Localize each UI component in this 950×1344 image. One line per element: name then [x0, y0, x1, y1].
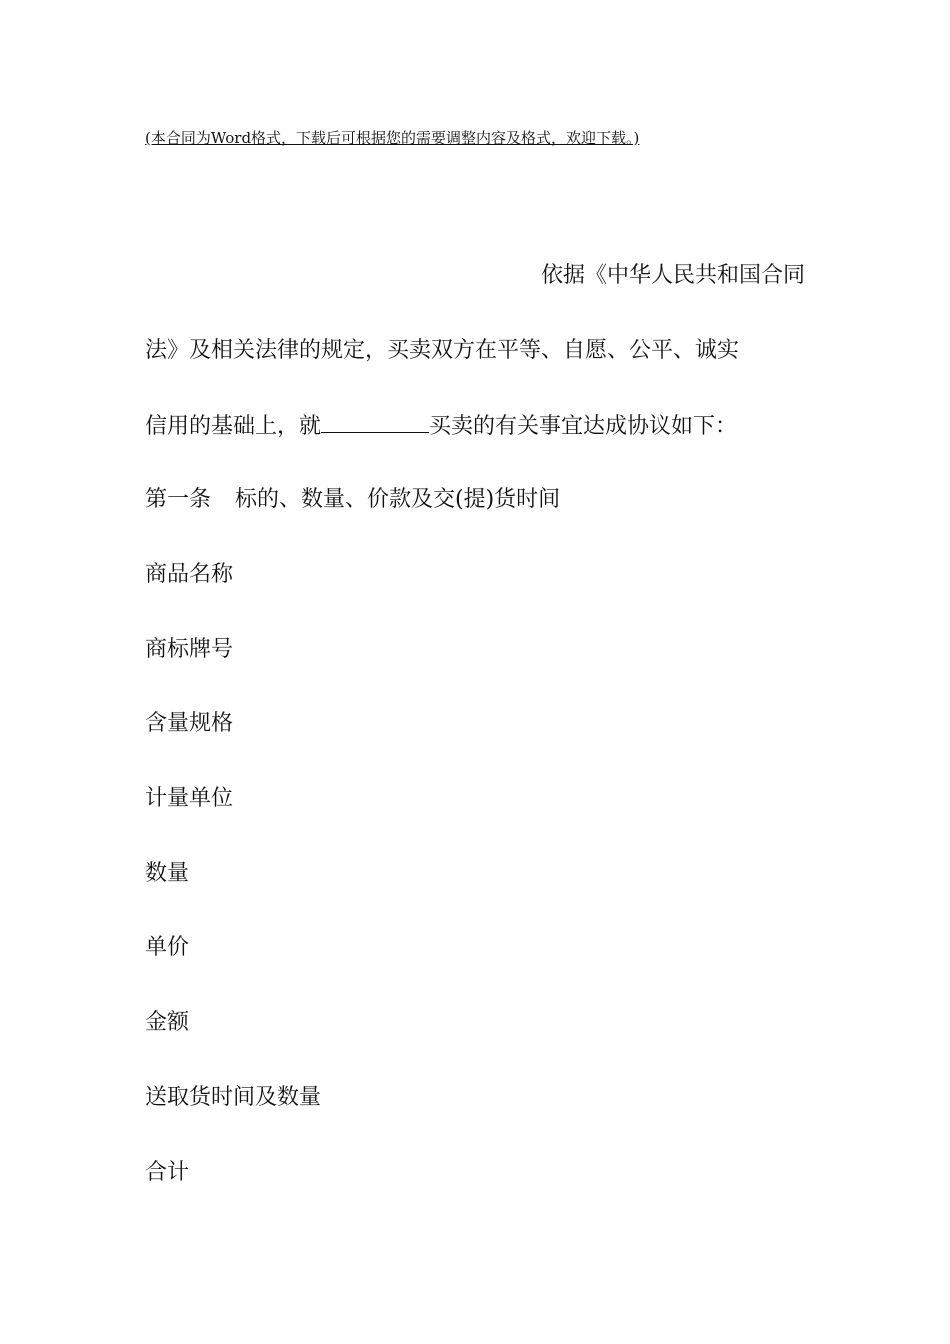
intro-line-3-start: 信用的基础上，就 [145, 414, 322, 439]
subject-blank [321, 410, 429, 433]
field-unit: 计量单位 [145, 786, 234, 811]
field-unit-price: 单价 [145, 935, 190, 960]
intro-line-1: 依据《中华人民共和国合同 [540, 263, 805, 288]
format-notice: (本合同为Word格式，下载后可根据您的需要调整内容及格式，欢迎下载。) [145, 129, 640, 147]
field-total: 合计 [145, 1160, 190, 1185]
field-quantity: 数量 [145, 861, 190, 886]
intro-line-3 [145, 410, 805, 442]
field-specification: 含量规格 [145, 711, 234, 736]
intro-line-3-end: 买卖的有关事宜达成协议如下： [429, 414, 738, 439]
field-amount: 金额 [145, 1010, 190, 1035]
field-brand: 商标牌号 [145, 637, 234, 662]
field-product-name: 商品名称 [145, 562, 234, 587]
article-title: 标的、数量、价款及交(提)货时间 [235, 487, 561, 512]
article-number: 第一条 [145, 487, 212, 512]
intro-line-2: 法》及相关法律的规定，买卖双方在平等、自愿、公平、诚实 [145, 338, 740, 363]
article-1-heading [145, 485, 805, 515]
field-delivery-time: 送取货时间及数量 [145, 1085, 322, 1110]
